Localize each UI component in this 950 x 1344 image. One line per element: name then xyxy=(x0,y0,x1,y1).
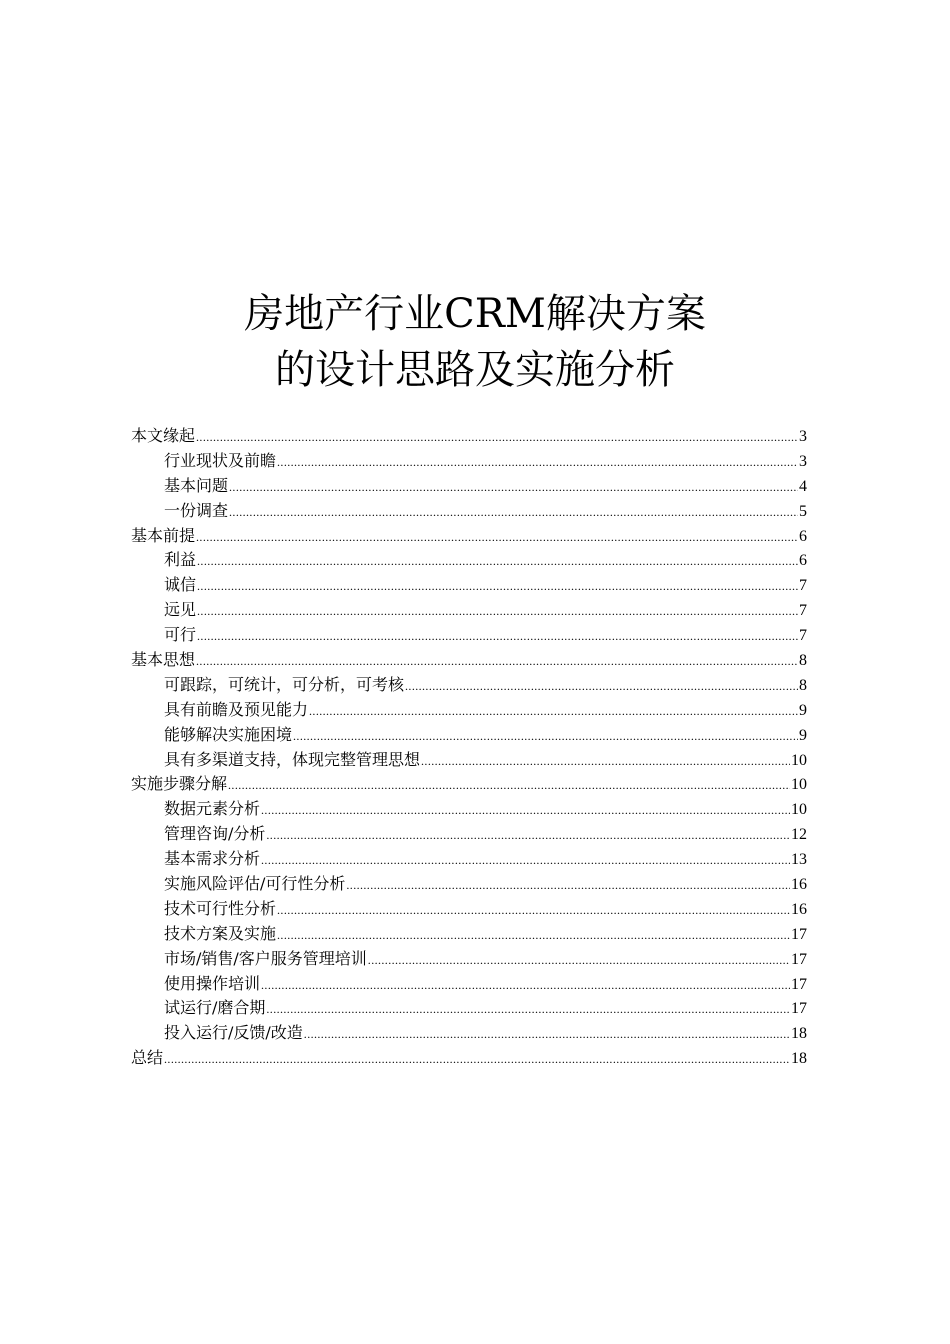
toc-dot-leader xyxy=(261,848,790,873)
toc-entry-page-number: 8 xyxy=(799,652,807,670)
toc-entry[interactable] xyxy=(131,723,807,748)
toc-entry-label: 投入运行/反馈/改造 xyxy=(164,1023,303,1043)
toc-entry-page-number: 7 xyxy=(799,627,807,645)
toc-dot-leader xyxy=(421,749,790,774)
toc-dot-leader xyxy=(266,997,790,1022)
toc-entry-page-number: 18 xyxy=(791,1025,807,1043)
toc-dot-leader xyxy=(304,1022,790,1047)
toc-entry-page-number: 8 xyxy=(799,676,807,694)
document-title xyxy=(0,286,950,398)
toc-entry[interactable] xyxy=(131,623,807,648)
toc-entry[interactable] xyxy=(131,772,807,797)
toc-entry-page-number: 17 xyxy=(791,925,807,943)
toc-entry[interactable] xyxy=(131,499,807,524)
toc-entry-page-number: 5 xyxy=(799,502,807,520)
toc-entry-label: 管理咨询/分析 xyxy=(164,824,266,844)
toc-entry-label: 能够解决实施困境 xyxy=(164,724,293,744)
toc-entry-label: 基本思想 xyxy=(131,650,196,670)
toc-entry[interactable] xyxy=(131,648,807,673)
toc-entry[interactable] xyxy=(131,847,807,872)
toc-entry-label: 试运行/磨合期 xyxy=(164,998,266,1018)
toc-dot-leader xyxy=(197,574,798,599)
toc-dot-leader xyxy=(229,500,798,525)
toc-entry[interactable] xyxy=(131,947,807,972)
toc-entry[interactable] xyxy=(131,872,807,897)
toc-entry[interactable] xyxy=(131,897,807,922)
toc-dot-leader xyxy=(277,450,798,475)
toc-entry[interactable] xyxy=(131,996,807,1021)
toc-entry[interactable] xyxy=(131,822,807,847)
toc-entry-label: 技术可行性分析 xyxy=(164,898,277,918)
toc-entry[interactable] xyxy=(131,922,807,947)
toc-entry-page-number: 10 xyxy=(791,801,807,819)
toc-entry-label: 可行 xyxy=(164,625,197,645)
toc-dot-leader xyxy=(277,898,790,923)
toc-entry[interactable] xyxy=(131,972,807,997)
toc-entry-label: 可跟踪，可统计，可分析，可考核 xyxy=(164,674,405,694)
toc-entry[interactable] xyxy=(131,797,807,822)
toc-entry[interactable] xyxy=(131,673,807,698)
toc-dot-leader xyxy=(196,425,798,450)
toc-entry-label: 市场/销售/客户服务管理培训 xyxy=(164,948,367,968)
toc-entry-label: 基本前提 xyxy=(131,525,196,545)
toc-dot-leader xyxy=(346,873,790,898)
toc-entry-label: 利益 xyxy=(164,550,197,570)
toc-entry-page-number: 16 xyxy=(791,876,807,894)
toc-dot-leader xyxy=(277,923,790,948)
toc-entry-label: 实施步骤分解 xyxy=(131,774,228,794)
toc-entry-page-number: 7 xyxy=(799,602,807,620)
toc-entry-page-number: 10 xyxy=(791,776,807,794)
toc-entry[interactable] xyxy=(131,598,807,623)
title-line-2: 的设计思路及实施分析 xyxy=(275,347,675,393)
toc-entry[interactable] xyxy=(131,449,807,474)
toc-entry-label: 数据元素分析 xyxy=(164,799,261,819)
toc-dot-leader xyxy=(197,549,798,574)
toc-entry-label: 使用操作培训 xyxy=(164,973,261,993)
toc-dot-leader xyxy=(197,624,798,649)
toc-entry-label: 诚信 xyxy=(164,575,197,595)
toc-entry-page-number: 9 xyxy=(799,701,807,719)
toc-entry-page-number: 17 xyxy=(791,975,807,993)
toc-dot-leader xyxy=(164,1047,790,1072)
toc-entry[interactable] xyxy=(131,698,807,723)
toc-entry-page-number: 12 xyxy=(791,826,807,844)
toc-entry-label: 基本需求分析 xyxy=(164,849,261,869)
toc-entry[interactable] xyxy=(131,573,807,598)
toc-entry[interactable] xyxy=(131,474,807,499)
toc-entry-label: 具有前瞻及预见能力 xyxy=(164,699,309,719)
toc-entry-label: 一份调查 xyxy=(164,500,229,520)
toc-dot-leader xyxy=(293,724,798,749)
toc-entry-page-number: 7 xyxy=(799,577,807,595)
toc-dot-leader xyxy=(266,823,790,848)
toc-entry-page-number: 6 xyxy=(799,552,807,570)
toc-entry-label: 实施风险评估/可行性分析 xyxy=(164,874,346,894)
toc-dot-leader xyxy=(261,798,790,823)
toc-entry-page-number: 3 xyxy=(799,428,807,445)
toc-entry-page-number: 18 xyxy=(791,1050,807,1068)
toc-entry[interactable] xyxy=(131,1021,807,1046)
toc-entry-label: 远见 xyxy=(164,600,197,620)
toc-entry-page-number: 3 xyxy=(799,452,807,470)
toc-dot-leader xyxy=(197,599,798,624)
toc-entry-label: 基本问题 xyxy=(164,475,229,495)
toc-entry[interactable] xyxy=(131,524,807,549)
toc-entry-page-number: 17 xyxy=(791,950,807,968)
toc-entry-label: 本文缘起 xyxy=(131,426,196,445)
toc-entry[interactable] xyxy=(131,424,807,449)
toc-entry-page-number: 6 xyxy=(799,527,807,545)
toc-entry[interactable] xyxy=(131,548,807,573)
toc-entry[interactable] xyxy=(131,1046,807,1071)
toc-entry-label: 具有多渠道支持，体现完整管理思想 xyxy=(164,749,421,769)
toc-entry-page-number: 4 xyxy=(799,477,807,495)
toc-entry[interactable] xyxy=(131,748,807,773)
table-of-contents xyxy=(131,424,807,1071)
toc-entry-page-number: 17 xyxy=(791,1000,807,1018)
toc-entry-label: 行业现状及前瞻 xyxy=(164,450,277,470)
title-line-1: 房地产行业CRM解决方案 xyxy=(244,291,706,337)
toc-entry-label: 技术方案及实施 xyxy=(164,923,277,943)
toc-dot-leader xyxy=(229,475,798,500)
toc-dot-leader xyxy=(309,699,798,724)
toc-entry-page-number: 10 xyxy=(791,751,807,769)
toc-dot-leader xyxy=(228,773,790,798)
toc-dot-leader xyxy=(405,674,798,699)
toc-dot-leader xyxy=(368,948,790,973)
toc-dot-leader xyxy=(261,973,790,998)
toc-dot-leader xyxy=(196,649,798,674)
toc-dot-leader xyxy=(196,525,798,550)
toc-entry-page-number: 9 xyxy=(799,726,807,744)
toc-entry-page-number: 16 xyxy=(791,900,807,918)
toc-entry-page-number: 13 xyxy=(791,851,807,869)
toc-entry-label: 总结 xyxy=(131,1048,164,1068)
